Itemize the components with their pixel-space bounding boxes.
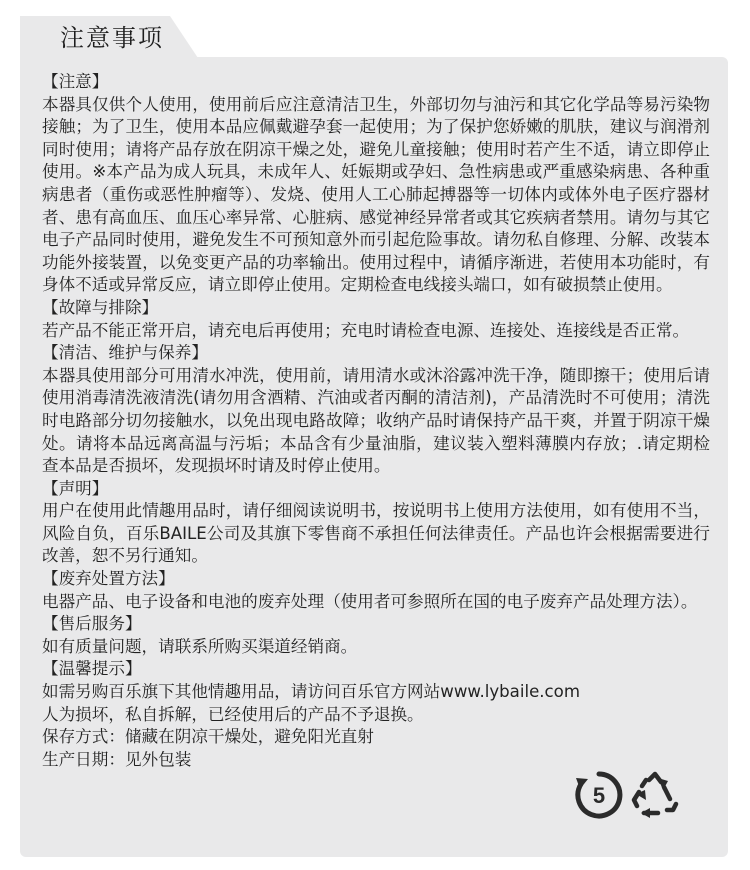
section-heading: 【售后服务】	[42, 614, 142, 634]
section-heading: 【故障与排除】	[42, 297, 159, 317]
page-title: 注意事项	[60, 24, 164, 52]
section-body: 本器具仅供个人使用，使用前后应注意清洁卫生，外部切勿与油污和其它化学品等易污染物接触；为了卫生，使用本品应佩戴避孕套一起使用；为了保护您娇嫩的肌肤，建议与润滑剂同时使用；请将产品存放在阴凉干燥之处，避免儿童接触；使用时若产生不适，请立即停止使用。※本产品为成人玩具，未成年人、妊娠期或孕妇、急性病患或严重感染病患、各种重病患者（重伤或恶性肿瘤等）、发烧、使用人工心肺起搏器等一切体内或体外电子医疗器材者、患有高血压、血压心率异常、心脏病、感觉神经异常者或其它疾病者禁用。请勿与其它电子产品同时使用，避免发生不可预知意外而引起危险事故。请勿私自修理、分解、改装本功能外接装置，以免变更产品的功率输出。使用过程中，请循序渐进，若使用本功能时，有身体不适或异常反应，请立即停止使用。定期检查电线接头端口，如有破损禁止使用。	[42, 94, 710, 295]
notice-content	[42, 71, 710, 771]
note-line: 保存方式：储藏在阴凉干燥处，避免阳光直射	[42, 727, 374, 747]
section-heading: 【声明】	[42, 478, 109, 498]
use-period-number: 5	[592, 783, 606, 808]
section-body: 若产品不能正常开启，请充电后再使用；充电时请检查电源、连接处、连接线是否正常。	[42, 320, 690, 340]
environmental-use-period-icon	[574, 770, 624, 820]
section-heading: 【清洁、维护与保养】	[42, 343, 208, 363]
section-heading: 【废弃处置方法】	[42, 569, 175, 589]
section-body: 本器具使用部分可用清水冲洗，使用前，请用清水或沐浴露冲洗干净，随即擦干；使用后请使用消毒清洗液清洗(请勿用含酒精、汽油或者丙酮的清洁剂)，产品清洗时不可使用；清洗时电路部分切勿接触水，以免出现电路故障；收纳产品时请保持产品干爽，并置于阴凉干燥处。请将本品远离高温与污垢；本品含有少量油脂，建议装入塑料薄膜内存放；.请定期检查本品是否损坏，发现损坏时请及时停止使用。	[42, 365, 710, 476]
section-heading: 【注意】	[42, 72, 109, 91]
section-heading: 【温馨提示】	[42, 659, 142, 679]
section-body: 如有质量问题，请联系所购买渠道经销商。	[42, 636, 358, 656]
note-line: 人为损坏，私自拆解，已经使用后的产品不予退换。	[42, 704, 424, 724]
section-body: 如需另购百乐旗下其他情趣用品，请访问百乐官方网站www.lybaile.com	[42, 682, 580, 702]
compliance-icons	[574, 770, 684, 820]
note-line: 生产日期：见外包装	[42, 749, 192, 769]
section-body: 电器产品、电子设备和电池的废弃处理（使用者可参照所在国的电子废弃产品处理方法）。	[42, 591, 698, 611]
recycle-icon	[630, 770, 680, 820]
section-body: 用户在使用此情趣用品时，请仔细阅读说明书，按说明书上使用方法使用，如有使用不当，风险自负，百乐BAILE公司及其旗下零售商不承担任何法律责任。产品也许会根据需要进行改善，恕不另行通知。	[42, 501, 710, 566]
